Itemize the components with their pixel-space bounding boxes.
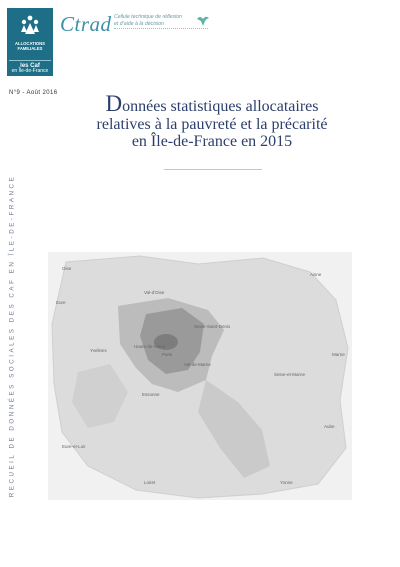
ctrad-tagline [114, 14, 182, 27]
caf-logo-text [7, 41, 53, 51]
caf-logo-line1: ALLOCATIONS [15, 41, 45, 46]
map-label-eure-et-loir: Eure-et-Loir [62, 444, 86, 449]
map-label-paris: Paris [162, 352, 173, 357]
title-drop-letter: D [105, 91, 123, 116]
ctrad-wordmark: Ctrad [60, 12, 112, 36]
title-line2: relatives à la pauvreté et la précarité [96, 115, 328, 133]
ctrad-tagline-line1: Cellule technique de réflexion [114, 14, 183, 20]
ctrad-tagline-line2: et d’aide à la décision [114, 20, 164, 27]
ile-de-france-map [48, 252, 352, 500]
map-label-oise: Oise [62, 266, 72, 271]
title-divider [164, 169, 262, 170]
ctrad-divider [114, 28, 208, 29]
caf-family-emblem-icon [19, 14, 41, 36]
region-label: en Île-de-France [11, 68, 49, 74]
issue-number: N°9 - Août 2016 [9, 90, 58, 96]
map-label-hauts-de-seine: Hauts-de-Seine [134, 344, 166, 349]
map-label-yvelines: Yvelines [90, 348, 107, 353]
side-collection-title [5, 140, 19, 532]
map-label-val-de-marne: Val-de-Marne [184, 362, 211, 367]
title-line3: en Île-de-France en 2015 [131, 133, 293, 150]
map-label-loiret: Loiret [144, 480, 156, 485]
map-label-marne: Marne [332, 352, 345, 357]
caf-logo-region [7, 64, 53, 74]
map-label-val-doise: Val-d'Oise [144, 290, 165, 295]
map-label-seine-et-marne: Seine-et-Marne [274, 372, 306, 377]
caf-logo [7, 8, 53, 76]
page-title [72, 91, 352, 151]
caf-logo-line2: FAMILIALES [17, 46, 43, 51]
title-line1: onnées statistiques allocataires [122, 98, 319, 115]
les-caf-label: les Caf [20, 63, 40, 69]
map-label-aube: Aube [324, 424, 335, 429]
ctrad-bird-icon [196, 13, 210, 27]
caf-logo-divider [9, 60, 51, 61]
map-label-essonne: Essonne [142, 392, 160, 397]
map-label-eure: Eure [56, 300, 66, 305]
map-label-yonne: Yonne [280, 480, 293, 485]
map-label-seine-saint-denis: Seine-Saint-Denis [194, 324, 231, 329]
side-collection-text: RECUEIL DE DONNÉES SOCIALES DES CAF EN ÎLE-DE-FRANCE [8, 174, 16, 498]
map-label-aisne: Aisne [310, 272, 322, 277]
